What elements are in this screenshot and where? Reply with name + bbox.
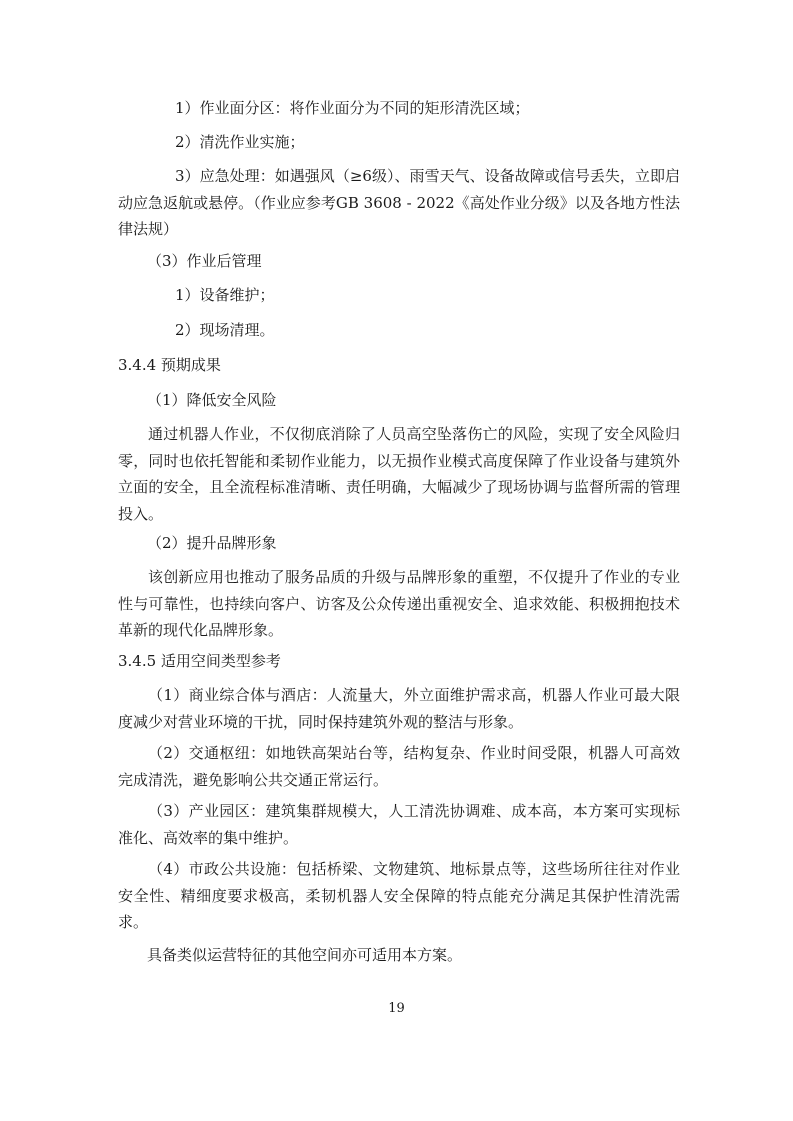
item-municipal: （4）市政公共设施：包括桥梁、文物建筑、地标景点等，这些场所往往对作业安全性、精细度要求极高，柔韧机器人安全保障的特点能充分满足其保护性清洗需求。 [118, 860, 680, 931]
item-industrial-park: （3）产业园区：建筑集群规模大，人工清洗协调难、成本高，本方案可实现标准化、高效率的集中维护。 [118, 802, 680, 847]
item-transport: （2）交通枢纽：如地铁高架站台等，结构复杂、作业时间受限，机器人可高效完成清洗，避免影响公共交通正常运行。 [118, 744, 680, 789]
paragraph-reduce-risk: 通过机器人作业，不仅彻底消除了人员高空坠落伤亡的风险，实现了安全风险归零，同时也依托智能和柔韧作业能力，以无损作业模式高度保障了作业设备与建筑外立面的安全，且全流程标准清晰、责任明确，大幅减少了现场协调与监督所需的管理投入。 [118, 425, 680, 523]
step-site-cleanup: 2）现场清理。 [175, 321, 275, 339]
step-maintenance: 1）设备维护； [175, 286, 275, 304]
heading-expected-results: 3.4.4 预期成果 [118, 356, 221, 374]
item-commercial: （1）商业综合体与酒店：人流量大，外立面维护需求高，机器人作业可最大限度减少对营业环境的干扰，同时保持建筑外观的整洁与形象。 [118, 686, 680, 731]
closing-sentence: 具备类似运营特征的其他空间亦可适用本方案。 [147, 946, 463, 964]
section-post-operation: （3）作业后管理 [147, 252, 262, 270]
subheading-reduce-risk: （1）降低安全风险 [147, 391, 277, 409]
step-zoning: 1）作业面分区：将作业面分为不同的矩形清洗区域； [175, 99, 530, 117]
heading-applicable-spaces: 3.4.5 适用空间类型参考 [118, 652, 281, 670]
subheading-brand-image: （2）提升品牌形象 [147, 534, 277, 552]
paragraph-brand-image: 该创新应用也推动了服务品质的升级与品牌形象的重塑，不仅提升了作业的专业性与可靠性，也持续向客户、访客及公众传递出重视安全、追求效能、积极拥抱技术革新的现代化品牌形象。 [118, 568, 680, 639]
page-number: 19 [388, 1001, 405, 1016]
step-emergency: 3）应急处理：如遇强风（≥6级）、雨雪天气、设备故障或信号丢失，立即启动应急返航或悬停。（作业应参考GB 3608 - 2022《高处作业分级》以及各地方性法律法规） [118, 167, 680, 238]
step-cleaning: 2）清洗作业实施； [175, 133, 305, 151]
